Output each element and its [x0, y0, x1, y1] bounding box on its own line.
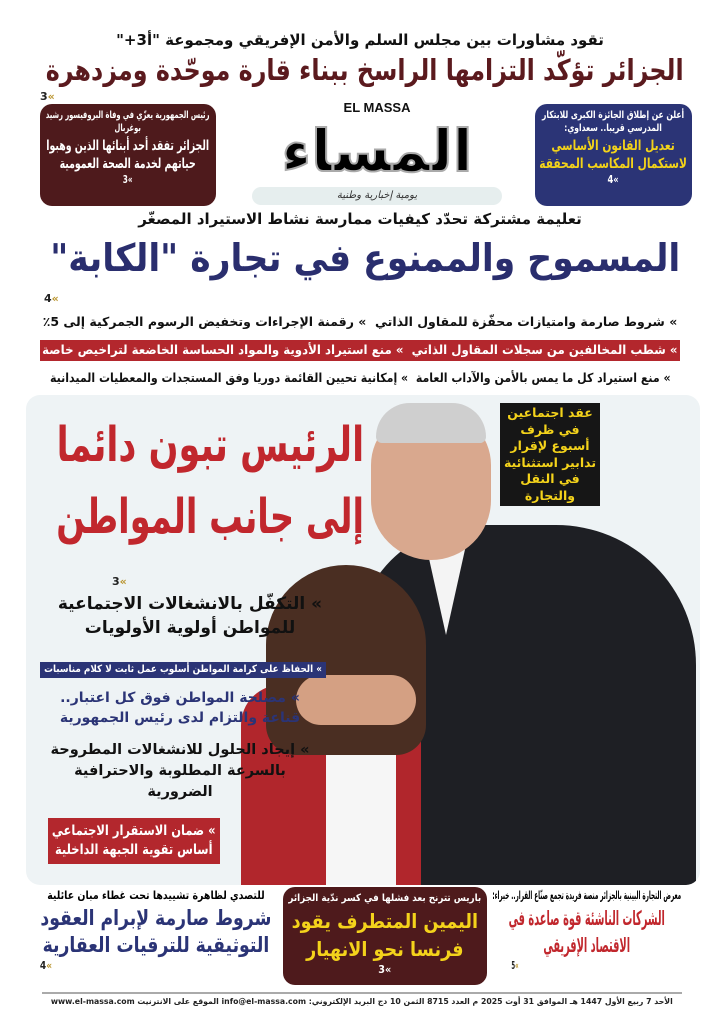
top-story-kicker: تقود مشاورات بين مجلس السلم والأمن الإفريقي ومجموعة "أ3+"	[116, 31, 604, 49]
masthead-logo-box	[222, 117, 532, 185]
page-number: 4	[40, 959, 47, 972]
bullet-text: إيجاد الحلول للانشغالات المطروحة بالسرعة المطلوبة والاحترافية الضرورية	[50, 742, 296, 800]
right-box-kicker: أعلن عن إطلاق الجائزة الكبرى للابتكار المدرسي قريبا.. سعداوي:	[542, 110, 685, 134]
page-ref: 4«	[44, 292, 59, 305]
bottom-center-content	[283, 887, 487, 981]
page-number: 3	[378, 963, 386, 976]
page-ref: 3«	[123, 173, 133, 186]
right-box-content	[535, 104, 692, 191]
bottom-left-kicker: للتصدي لظاهرة تشييدها تحت غطاء مبان عائلية	[47, 888, 265, 902]
top-story-kicker-box	[40, 30, 680, 50]
page-ref: 5«	[511, 959, 519, 972]
lead-bullet-2	[40, 662, 326, 678]
bottom-right-headline: الشركات الناشئة قوة صاعدة في الاقتصاد الإفريقي	[508, 906, 666, 957]
bottom-left-story[interactable]	[40, 888, 272, 985]
lead-bullet-3-content: » مصلحة المواطن فوق كل اعتبار.. قناعة والتزام لدى رئيس الجمهورية	[59, 690, 301, 726]
lead-side-box	[500, 403, 600, 506]
masthead-title-en: EL MASSA	[343, 100, 411, 115]
page-ref: 4«	[40, 959, 53, 972]
bullet-text: منع استيراد كل ما يمس بالأمن والآداب العامة	[415, 370, 660, 385]
bottom-left-content	[40, 888, 272, 972]
bottom-center-headline: اليمين المتطرف يقود فرنسا نحو الانهيار	[291, 909, 479, 961]
masthead-title-en-box	[312, 100, 442, 116]
masthead-tagline-box	[252, 187, 502, 205]
lead-bullet-5-content: » ضمان الاستقرار الاجتماعي أساس تقوية الجبهة الداخلية	[52, 823, 216, 858]
chevron-icon: «	[47, 90, 55, 103]
lead-bullet-3	[40, 688, 320, 730]
page-number: 4	[44, 292, 52, 305]
lead-bullet-4-content: » إيجاد الحلول للانشغالات المطروحة بالسرعة المطلوبة والاحترافية الضرورية	[50, 742, 310, 800]
bullet-text: التكفّل بالانشغالات الاجتماعية للمواطن أولوية الأولويات	[57, 594, 306, 638]
bottom-right-story[interactable]	[492, 888, 682, 985]
bullet-text: رقمنة الإجراءات وتخفيض الرسوم الجمركية إلى 5٪	[42, 314, 354, 329]
second-story-kicker: تعليمة مشتركة تحدّد كيفيات ممارسة نشاط الاستيراد المصغّر	[138, 210, 582, 228]
page-number: 4	[607, 173, 614, 186]
second-story-kicker-box	[40, 209, 680, 229]
left-box-content	[40, 104, 216, 191]
footer-box	[42, 996, 682, 1008]
right-box-headline: تعديل القانون الأساسي لاستكمال المكاسب المحققة	[539, 138, 688, 172]
left-box-kicker: رئيس الجمهورية يعزّي في وفاة البروفيسور رشيد بوغربال	[46, 110, 210, 134]
photo-hair	[376, 403, 486, 443]
lead-bullet-5	[48, 818, 220, 864]
bottom-center-story[interactable]	[283, 887, 487, 985]
lead-side-box-text: عقد اجتماعين في ظرف أسبوع لإقرار تدابير استثنائية في النقل والتجارة	[503, 405, 597, 503]
bullet-text: شطب المخالفين من سجلات المقاول الذاتي	[411, 342, 666, 357]
page-number: 3	[123, 173, 129, 186]
page-number: 3	[40, 90, 48, 103]
bullet-text: شروط صارمة وامتيازات محفّزة للمقاول الذاتي	[375, 314, 665, 329]
lead-bullet-2-content: » الحفاظ على كرامة المواطن أسلوب عمل ثابت لا كلام مناسبات	[44, 664, 322, 675]
lead-headline-line1[interactable]: الرئيس تبون دائما	[56, 417, 364, 473]
lead-bullet-1-content: » التكفّل بالانشغالات الاجتماعية للمواطن أولوية الأولويات	[57, 594, 323, 638]
page-ref: 3«	[378, 963, 392, 976]
left-box-story[interactable]	[40, 104, 216, 206]
second-story-headline[interactable]: المسموح والممنوع في تجارة "الكابة"	[49, 236, 681, 280]
lead-bullet-4	[50, 740, 310, 804]
lead-headline-line1-box[interactable]	[50, 410, 370, 480]
footer-divider	[42, 992, 682, 994]
bullet-row-2	[40, 340, 680, 361]
footer-info: الأحد 7 ربيع الأول 1447 هـ الموافق 31 أوت 2025 م العدد 8715 الثمن 10 دج البريد الإلكتروني: info@el-massa.com الموقع على الانترنيت www.el-massa.com	[51, 997, 673, 1006]
page-ref: 4«	[607, 173, 620, 186]
bottom-center-kicker: باريس تترنح بعد فشلها في كسر ندّية الجزائر	[288, 893, 482, 904]
bullet-row-3-content: » منع استيراد كل ما يمس بالأمن والآداب العامة » إمكانية تحيين القائمة دوريا وفق المستجدات والمعطيات الميدانية	[49, 370, 671, 385]
bullet-text: إمكانية تحيين القائمة دوريا وفق المستجدات والمعطيات الميدانية	[49, 370, 397, 385]
lead-bullet-1	[40, 592, 340, 642]
left-box-headline: الجزائر تفقد أحد أبنائها الذين وهبوا حياتهم لخدمة الصحة العمومية	[46, 138, 210, 172]
page-ref	[40, 90, 55, 103]
lead-headline-line2[interactable]: إلى جانب المواطن	[56, 489, 364, 545]
bottom-right-content	[492, 888, 682, 972]
bullet-row-3	[40, 368, 680, 388]
page-number: 3	[112, 575, 120, 588]
page-number: 5	[511, 959, 516, 972]
bullet-text: منع استيراد الأدوية والمواد الحساسة الخاضعة لتراخيص خاصة	[42, 342, 392, 357]
second-story-headline-box[interactable]	[40, 230, 690, 286]
bottom-right-kicker: معرض التجارة البينية بالجزائر منصة فريدة تجمع صنّاع القرار.. خبراء:	[492, 888, 682, 902]
bullet-text: الحفاظ على كرامة المواطن أسلوب عمل ثابت لا كلام مناسبات	[44, 664, 314, 675]
bullet-row-1	[40, 312, 680, 332]
top-story-headline-box[interactable]	[40, 52, 690, 88]
bullet-row-1-content: » شروط صارمة وامتيازات محفّزة للمقاول الذاتي » رقمنة الإجراءات وتخفيض الرسوم الجمركية إلى 5٪	[42, 314, 678, 329]
masthead-tagline: يومية إخبارية وطنية	[336, 190, 418, 201]
bottom-left-headline: شروط صارمة لإبرام العقود التوثيقية للترقيات العقارية	[40, 906, 272, 957]
masthead	[222, 100, 532, 205]
top-story-headline[interactable]: الجزائر تؤكّد التزامها الراسخ ببناء قارة موحّدة ومزدهرة	[46, 53, 684, 87]
bullet-text: مصلحة المواطن فوق كل اعتبار.. قناعة والتزام لدى رئيس الجمهورية	[59, 690, 301, 726]
masthead-logo: المساء	[281, 117, 473, 185]
lead-headline-line2-box[interactable]	[50, 482, 370, 552]
bullet-text: ضمان الاستقرار الاجتماعي أساس تقوية الجبهة الداخلية	[52, 823, 213, 858]
bullet-row-2-content: » شطب المخالفين من سجلات المقاول الذاتي » منع استيراد الأدوية والمواد الحساسة الخاضعة لتراخيص خاصة	[42, 342, 678, 357]
right-box-story[interactable]	[535, 104, 692, 206]
page-ref: 3«	[112, 575, 127, 588]
